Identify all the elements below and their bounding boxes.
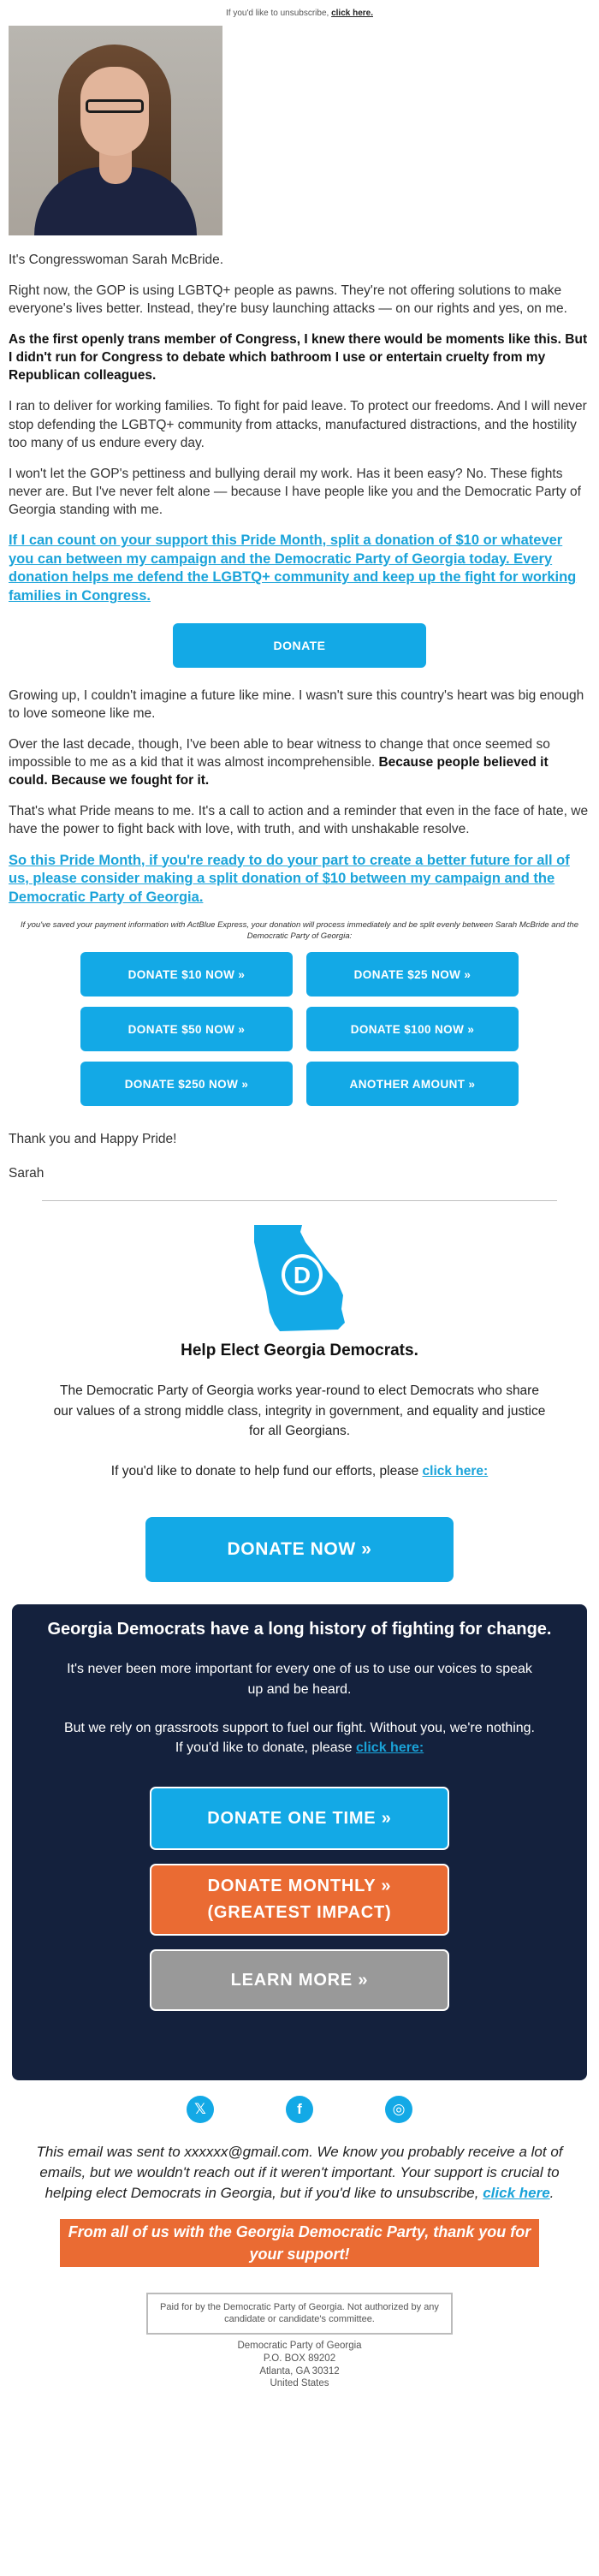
footer-sent-notice bbox=[19, 2142, 580, 2203]
history-paragraph-1: It's never been more important for every one of us to use our voices to speak up and be heard. bbox=[67, 1662, 532, 1697]
thanks-banner-text: From all of us with the Georgia Democratic Party, thank you for your support! bbox=[60, 2219, 539, 2267]
signature: Sarah bbox=[9, 1166, 44, 1181]
paragraph-6 bbox=[9, 735, 589, 789]
greatest-impact-label: (GREATEST IMPACT) bbox=[207, 1903, 392, 1923]
logo-letter: D bbox=[293, 1262, 311, 1289]
signoff bbox=[0, 1132, 599, 1181]
preheader bbox=[0, 0, 599, 26]
paragraph-4: I won't let the GOP's pettiness and bullying derail my work. Has it been easy? No. These fights never are. But I've never felt alone — because I have people like you and the Democratic Party of Georgia standing with me. bbox=[9, 466, 581, 517]
donate-button[interactable]: DONATE bbox=[173, 623, 426, 668]
cta-link-split-donation[interactable]: If I can count on your support this Pride Month, split a donation of $10 or whatever you can between my campaign and the Democratic Party of Georgia today. Every donation helps me defend the LGBTQ+ community and keep up the fight for working families in Congress. bbox=[9, 532, 577, 604]
instagram-icon[interactable]: ◎ bbox=[385, 2096, 412, 2123]
address-line-3: Atlanta, GA 30312 bbox=[259, 2365, 340, 2377]
sent-end: . bbox=[549, 2185, 555, 2202]
fund-text: If you'd like to donate to help fund our efforts, please bbox=[110, 1464, 419, 1479]
paid-for-box: Paid for by the Democratic Party of Georgia. Not authorized by any candidate or candidate's committee. bbox=[146, 2293, 453, 2335]
sarah-mcbride-photo bbox=[9, 26, 222, 235]
address-line-2: P.O. BOX 89202 bbox=[263, 2353, 336, 2364]
paragraph-1: Right now, the GOP is using LGBTQ+ people as pawns. They're not offering solutions to make everyone's lives better. Instead, they're busy launching attacks — on our rights and yes, on me. bbox=[9, 283, 567, 317]
mailing-address bbox=[0, 2340, 599, 2391]
another-amount-button[interactable]: ANOTHER AMOUNT » bbox=[306, 1062, 519, 1106]
cta-link-pride-month[interactable]: So this Pride Month, if you're ready to do your part to create a better future for all of us, please consider making a split donation of $10 between my campaign and the Democratic Party of Georgia. bbox=[9, 852, 570, 906]
donate-250-button[interactable]: DONATE $250 NOW » bbox=[80, 1062, 293, 1106]
preheader-unsubscribe-link[interactable]: click here. bbox=[331, 9, 373, 18]
x-icon[interactable]: 𝕏 bbox=[187, 2096, 214, 2123]
party-fund-line bbox=[50, 1461, 549, 1481]
history-paragraph-2 bbox=[63, 1718, 536, 1758]
greeting: It's Congresswoman Sarah McBride. bbox=[9, 253, 224, 267]
divider bbox=[42, 1200, 557, 1201]
paragraph-3: I ran to deliver for working families. To fight for paid leave. To protect our freedoms. And I will never stop defending the LGBTQ+ community from attacks, manufactured distractions, and the hostility too many of us endure every day. bbox=[9, 399, 587, 450]
paragraph-6-text: Over the last decade, though, I've been able to bear witness to change that once seemed so impossible to me as a kid that it was almost incomprehensible. bbox=[9, 737, 550, 770]
donate-25-button[interactable]: DONATE $25 NOW » bbox=[306, 952, 519, 996]
donate-100-button[interactable]: DONATE $100 NOW » bbox=[306, 1007, 519, 1051]
address-line-4: United States bbox=[270, 2378, 329, 2389]
sent-text: This email was sent to xxxxxx@gmail.com. We know you probably receive a lot of emails, but we wouldn't reach out if it weren't important. Your support is crucial to helping elect Democrats in Georgia, but if you'd like to unsubscribe, bbox=[36, 2144, 563, 2202]
facebook-icon[interactable]: f bbox=[286, 2096, 313, 2123]
history-heading: Georgia Democrats have a long history of fighting for change. bbox=[47, 1620, 552, 1639]
letter-body bbox=[0, 251, 599, 606]
social-links bbox=[0, 2096, 599, 2123]
donate-monthly-button[interactable] bbox=[150, 1864, 449, 1936]
paragraph-5: Growing up, I couldn't imagine a future like mine. I wasn't sure this country's heart was big enough to love someone like me. bbox=[9, 688, 584, 722]
donate-10-button[interactable]: DONATE $10 NOW » bbox=[80, 952, 293, 996]
party-heading: Help Elect Georgia Democrats. bbox=[181, 1342, 418, 1360]
donate-now-button[interactable]: DONATE NOW » bbox=[145, 1517, 454, 1582]
donate-monthly-label: DONATE MONTHLY » bbox=[207, 1877, 392, 1896]
history-click-here-link[interactable]: click here: bbox=[356, 1740, 424, 1756]
thanks-banner bbox=[0, 2219, 599, 2267]
history-box bbox=[12, 1604, 587, 2080]
paragraph-7: That's what Pride means to me. It's a call to action and a reminder that even in the face of hate, we have the power to fight back with love, with truth, and with unshakable resolve. bbox=[9, 804, 589, 837]
thanks-line: Thank you and Happy Pride! bbox=[9, 1132, 177, 1147]
letter-body-2 bbox=[0, 687, 599, 907]
learn-more-button[interactable]: LEARN MORE » bbox=[150, 1949, 449, 2011]
paragraph-6-bold: Because people believed it could. Because we fought for it. bbox=[9, 755, 549, 788]
donate-50-button[interactable]: DONATE $50 NOW » bbox=[80, 1007, 293, 1051]
fund-click-here-link[interactable]: click here: bbox=[422, 1464, 489, 1479]
donation-amount-grid bbox=[0, 952, 599, 1106]
georgia-map-icon bbox=[249, 1223, 350, 1335]
paragraph-2-bold: As the first openly trans member of Congress, I knew there would be moments like this. But I didn't run for Congress to debate which bathroom I use or entertain cruelty from my Republican colleagues. bbox=[9, 332, 588, 384]
preheader-text: If you'd like to unsubscribe, bbox=[225, 9, 329, 18]
history-p2-text: But we rely on grassroots support to fuel our fight. Without you, we're nothing. If you'd like to donate, please bbox=[63, 1720, 535, 1756]
address-line-1: Democratic Party of Georgia bbox=[237, 2340, 362, 2351]
party-intro: The Democratic Party of Georgia works year-round to elect Democrats who share our values of a strong middle class, integrity in government, and equality and justice for all Georgians. bbox=[53, 1383, 546, 1438]
footer-unsubscribe-link[interactable]: click here bbox=[483, 2185, 550, 2202]
actblue-express-note: If you've saved your payment information with ActBlue Express, your donation will process immediately and be split evenly between Sarah McBride and the Democratic Party of Georgia: bbox=[20, 919, 579, 941]
donate-one-time-button[interactable]: DONATE ONE TIME » bbox=[150, 1787, 449, 1850]
georgia-democrats-logo bbox=[0, 1223, 599, 1335]
